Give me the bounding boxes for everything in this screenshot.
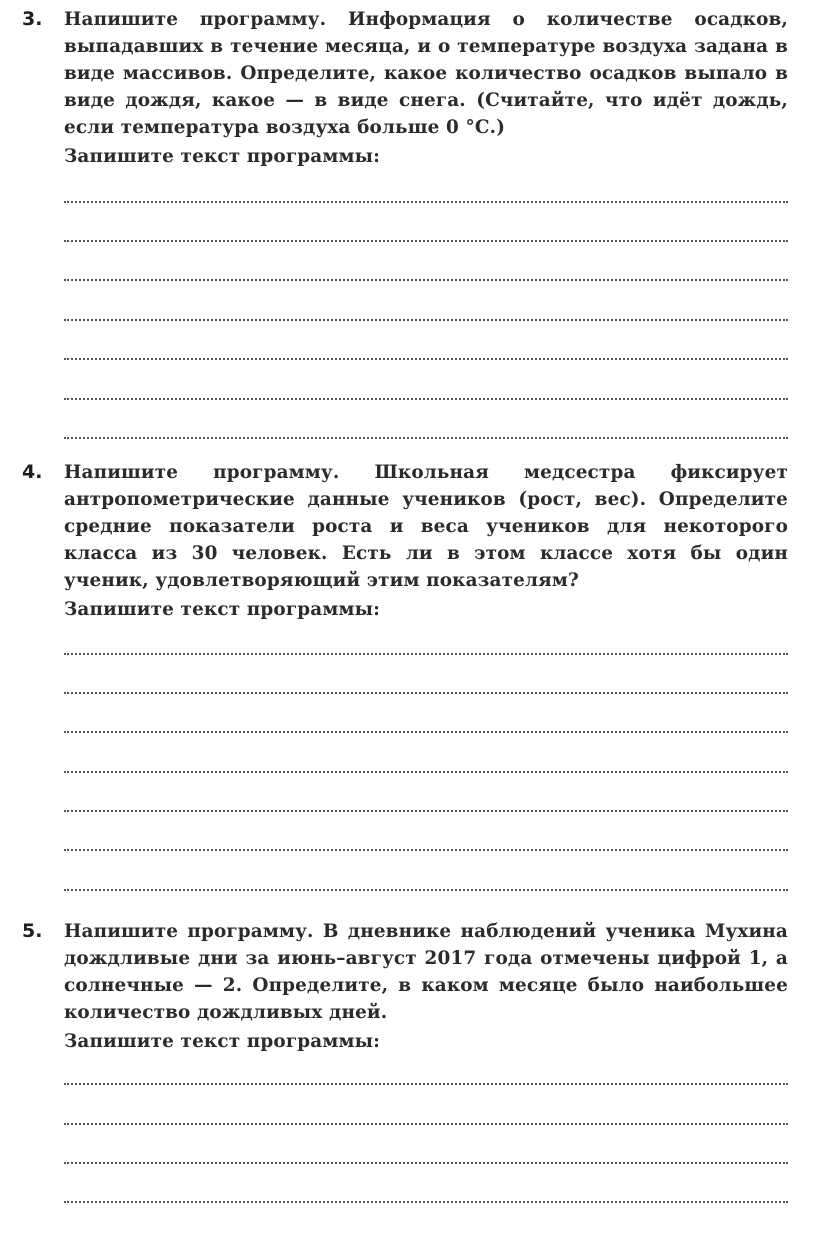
answer-line[interactable] <box>64 692 788 694</box>
task-text: Напишите программу. Школьная медсестра фиксирует антропометрические данные учеников (рост, вес). Определите средние показатели роста и веса учеников для некоторого класса из 30 человек. Есть ли в этом классе хотя бы один ученик, удовлетворяющий этим показателям? <box>64 462 788 591</box>
answer-line[interactable] <box>64 889 788 891</box>
answer-line[interactable] <box>64 731 788 733</box>
answer-prompt: Запишите текст программы: <box>64 146 381 167</box>
task-number: 4. <box>22 461 43 483</box>
answer-line[interactable] <box>64 771 788 773</box>
answer-line[interactable] <box>64 201 788 203</box>
answer-line[interactable] <box>64 398 788 400</box>
answer-prompt: Запишите текст программы: <box>64 1031 381 1052</box>
answer-line[interactable] <box>64 653 788 655</box>
answer-line[interactable] <box>64 849 788 851</box>
task-text: Напишите программу. Информация о количестве осадков, выпадавших в течение месяца, и о температуре воздуха задана в виде массивов. Определите, какое количество осадков выпало в виде дождя, какое — в виде снега. (Считайте, что идёт дождь, если температура воздуха больше 0 °С.) <box>64 9 788 138</box>
answer-line[interactable] <box>64 1083 788 1085</box>
task-text: Напишите программу. В дневнике наблюдений ученика Мухина дождливые дни за июнь–август 2017 года отмечены цифрой 1, а солнечные — 2. Определите, в каком месяце было наибольшее количество дождливых дней. <box>64 921 788 1023</box>
answer-line[interactable] <box>64 437 788 439</box>
answer-line[interactable] <box>64 1162 788 1164</box>
answer-prompt: Запишите текст программы: <box>64 599 381 620</box>
task-number: 3. <box>22 8 43 30</box>
task-number: 5. <box>22 920 43 942</box>
answer-line[interactable] <box>64 279 788 281</box>
answer-line[interactable] <box>64 810 788 812</box>
answer-line[interactable] <box>64 1123 788 1125</box>
answer-line[interactable] <box>64 1201 788 1203</box>
answer-line[interactable] <box>64 358 788 360</box>
answer-line[interactable] <box>64 240 788 242</box>
answer-line[interactable] <box>64 319 788 321</box>
